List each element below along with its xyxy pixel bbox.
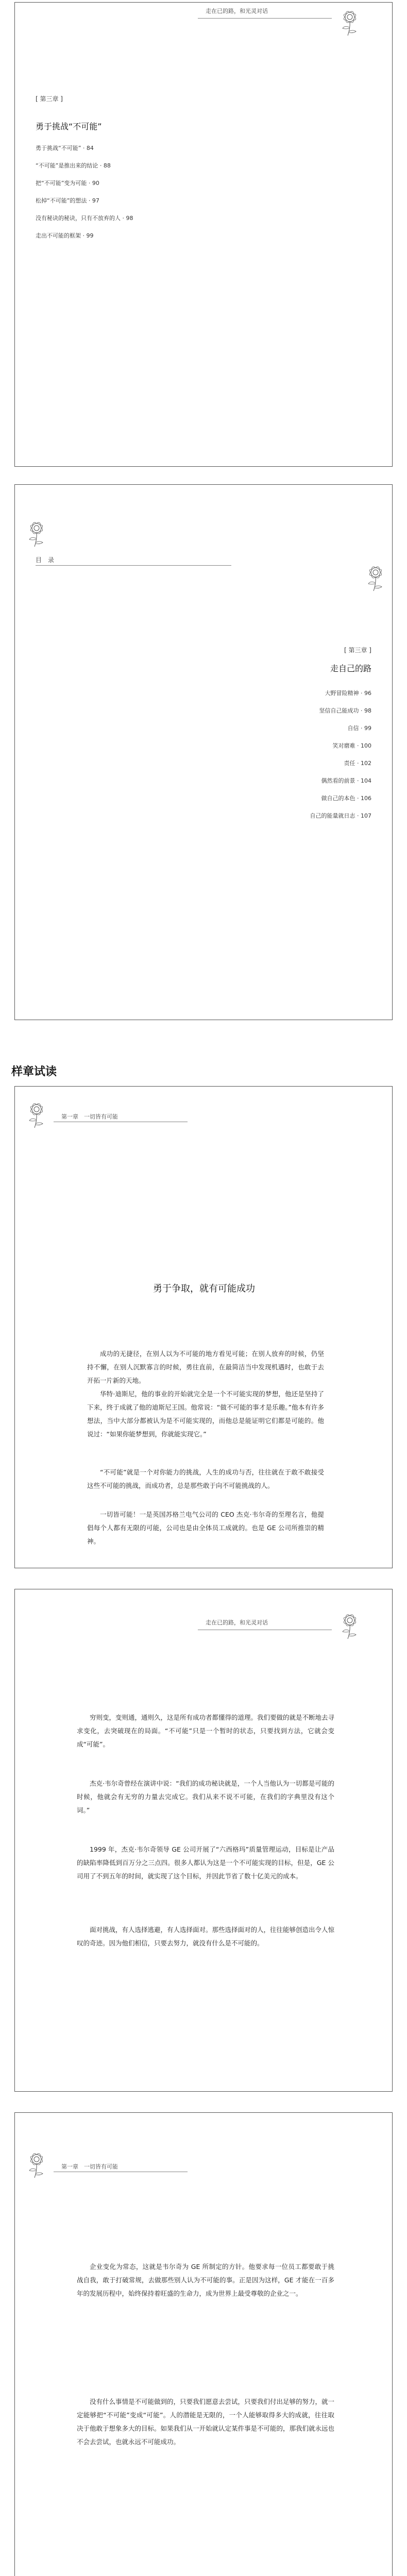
toc-item[interactable]: 松掉“不可能”的想法 · 97 (36, 197, 99, 204)
page-header-text: 第一章 一切皆有可能 (61, 2163, 118, 2170)
body-paragraph: 没有什么事情是不可能做到的，只要我们愿意去尝试，只要我们付出足够的努力，就一定能够把“不可能”变成“可能”。人的潜能是无限的，一个人能够取得多大的成就，往往取决于他敢于想象多大的目标。如果我们从一开始就认定某件事是不可能的，那我们就永远也不会去尝试，也就永远不可能成功。 (77, 2398, 335, 2446)
page-header-text: 走在已的路，和光灵对话 (206, 1619, 268, 1626)
body-paragraph: 穷则变，变则通，通则久，这是所有成功者都懂得的道理。我们要做的就是不断地去寻求变化，去突破现在的局面。“不可能”只是一个暂时的状态，只要找到方法，它就会变成“可能”。 (77, 1714, 335, 1748)
flower-ornament-icon (360, 562, 391, 593)
toc-item[interactable]: 自信 · 99 (347, 725, 371, 732)
body-paragraph: 杰克·韦尔奇曾经在演讲中说：“我们的成功秘诀就是，一个人当他认为一切都是可能的时候，他就会有无穷的力量去完成它。我们从来不说不可能，在我们的字典里没有这个词。” (77, 1780, 334, 1814)
flower-ornament-icon (21, 2149, 52, 2180)
section-label: [ 第三章 ] (344, 647, 371, 654)
toc-item[interactable]: 笑对磨难 · 100 (332, 742, 371, 749)
page-header-text: 走在已的路，和光灵对话 (206, 8, 268, 14)
toc-item[interactable]: 把“不可能”变为可能 · 90 (36, 180, 99, 187)
toc-item[interactable]: 没有秘诀的秘诀，只有不放弃的人 · 98 (36, 215, 133, 222)
toc-item[interactable]: “不可能”是推出来的结论 · 88 (36, 162, 111, 169)
toc-item[interactable]: 偶然看的前景 · 104 (321, 777, 371, 784)
toc-item[interactable]: 自己的能量就日志 · 107 (310, 812, 371, 819)
sample-reading-heading: 样章试读 (11, 1065, 57, 1078)
flower-ornament-icon (334, 1610, 365, 1641)
flower-ornament-icon (334, 7, 365, 38)
book-page-body (14, 2112, 393, 2576)
section-label: [ 第三章 ] (36, 95, 63, 103)
book-page-chapter-opening (14, 1086, 393, 1568)
header-rule (36, 565, 231, 566)
book-page-contents-1 (14, 2, 393, 467)
section-title: 勇于挑战“不可能” (36, 122, 102, 131)
body-paragraph: 1999 年，杰克·韦尔奇领导 GE 公司开展了“六西格玛”质量管理运动，目标是让产品的缺陷率降低到百万分之三点四。很多人都认为这是一个不可能实现的目标，但是，GE 公司用了不到五年的时间，就实现了这个目标，并因此节省了数十亿美元的成本。 (77, 1845, 334, 1880)
body-paragraph: 面对挑战，有人选择逃避，有人选择面对。那些选择面对的人，往往能够创造出令人惊叹的奇迹。因为他们相信，只要去努力，就没有什么是不可能的。 (77, 1926, 335, 1947)
page-header-text: 第一章 一切皆有可能 (61, 1113, 118, 1120)
book-page-body (14, 1589, 393, 2092)
book-page-contents-2 (14, 484, 393, 1020)
chapter-title: 勇于争取，就有可能成功 (153, 1283, 255, 1294)
body-paragraph: 成功的无捷径，在别人以为不可能的地方看见可能；在别人放弃的时候，仍坚持不懈，在别人沉默寡言的时候，勇往直前，在最简洁当中发现机遇时，也敢于去开拓一片新的天地。 (87, 1350, 324, 1384)
body-paragraph: 华特·迪斯尼，他的事业的开始就完全是一个不可能实现的梦想，他还是坚持了下来，终于成就了他的迪斯尼王国。他常说：“做不可能的事才是乐趣。”他本有许多想法，当中大部分都被认为是不可能实现的，而他总是能证明它们都是可能的。他说过：“如果你能梦想到，你就能实现它。” (87, 1390, 324, 1438)
body-paragraph: 一切皆可能！一是英国苏格兰电气公司的 CEO 杰克·韦尔奇的至理名言，他提倡每个人都有无限的可能，公司也是由全体员工成就的。也是 GE 公司所推崇的精神。 (87, 1511, 324, 1545)
body-paragraph: 企业变化为常态，这就是韦尔奇为 GE 所制定的方针。他要求每一位员工都要敢于挑战自我，敢于打破常规，去做那些别人认为不可能的事。正是因为这样，GE 才能在一百多年的发展历程中，始终保持着旺盛的生命力，成为世界上最受尊敬的企业之一。 (77, 2263, 334, 2297)
body-paragraph: “不可能”就是一个对你能力的挑战，人生的成功与否，往往就在于敢不敢接受这些不可能的挑战，而成功者，总是那些敢于向不可能挑战的人。 (87, 1468, 324, 1489)
toc-item[interactable]: 勇于挑战“不可能” · 84 (36, 145, 94, 151)
toc-item[interactable]: 走出不可能的框架 · 99 (36, 232, 94, 239)
flower-ornament-icon (21, 518, 52, 549)
flower-ornament-icon (21, 1099, 52, 1130)
toc-item[interactable]: 大野冒险精神 · 96 (325, 690, 371, 697)
toc-item[interactable]: 做自己的本色 · 106 (321, 795, 371, 802)
directory-label: 目 录 (36, 556, 55, 564)
header-rule (198, 18, 332, 19)
toc-item[interactable]: 责任 · 102 (344, 760, 371, 767)
toc-item[interactable]: 坚信自己能成功 · 98 (319, 707, 371, 714)
section-title: 走自己的路 (330, 664, 371, 673)
